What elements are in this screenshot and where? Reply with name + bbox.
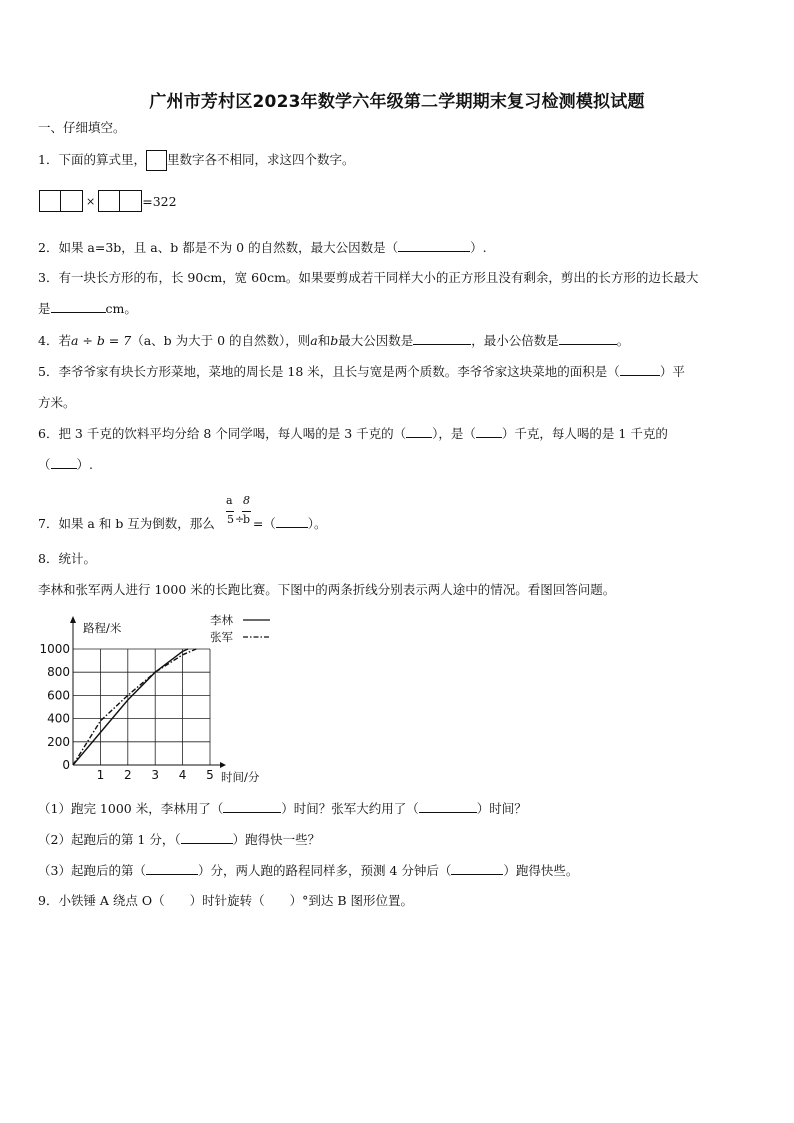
q1-result: =322: [142, 193, 177, 209]
q4-lcm: ，最小公倍数是: [471, 333, 559, 348]
q4-end: 。: [616, 333, 630, 348]
question-6-cont: [38, 457, 93, 473]
q1-equation: [39, 190, 177, 212]
x-tick-label: 4: [178, 768, 187, 782]
y-tick-label: 1000: [39, 642, 70, 656]
answer-blank[interactable]: [276, 516, 308, 528]
x-tick-label: 2: [123, 768, 132, 782]
q5-pre: 5．李爷爷家有块长方形菜地，菜地的周长是 18 米，且长与宽是两个质数。李爷爷家这块菜地的面积是（: [38, 364, 620, 379]
x-axis-label: 时间/分: [221, 770, 260, 784]
x-tick-label: 5: [206, 768, 214, 782]
answer-blank[interactable]: [451, 863, 503, 875]
digit-box[interactable]: [98, 190, 120, 212]
q7-eq: =（: [252, 516, 276, 531]
digit-box[interactable]: [120, 190, 142, 212]
q7-end: ）。: [307, 516, 327, 531]
answer-blank[interactable]: [419, 801, 477, 813]
answer-blank[interactable]: [476, 426, 502, 438]
question-8-sub-1: [38, 801, 527, 817]
q4-var-b: b: [330, 333, 339, 348]
answer-blank[interactable]: [146, 863, 198, 875]
q7-fraction-1-numerator: a: [226, 494, 233, 507]
q4-var-a: a: [310, 333, 318, 348]
q8-2b: ）跑得快一些？: [232, 832, 321, 847]
page-title: 广州市芳村区2023年数学六年级第二学期期末复习检测模拟试题: [149, 92, 645, 112]
x-tick-label: 3: [151, 768, 160, 782]
q8-1b: ）时间？张军大约用了（: [281, 801, 419, 816]
q4-expression: a ÷ b = 7: [70, 333, 132, 348]
question-5: [38, 364, 685, 380]
y-tick-label: 0: [62, 758, 70, 772]
q8-2a: （2）起跑后的第 1 分，（: [38, 832, 181, 847]
fraction-bar: [242, 511, 251, 512]
answer-blank[interactable]: [413, 333, 471, 345]
q4-mid: （a、b 为大于 0 的自然数），则: [131, 333, 311, 348]
series-line-1: [73, 649, 188, 765]
q7-fraction-2-numerator: 8: [243, 494, 250, 507]
question-3-cont: [38, 301, 137, 317]
q8-3a: （3）起跑后的第（: [38, 863, 146, 878]
q7-fraction-1-denominator: 5: [227, 513, 234, 526]
times-sign: ×: [86, 194, 96, 208]
y-axis-arrow: [70, 616, 76, 623]
q3-pre: 是: [38, 301, 51, 316]
question-4: [38, 333, 629, 349]
question-6: [38, 426, 668, 442]
y-tick-label: 800: [47, 665, 70, 680]
q8-1a: （1）跑完 1000 米，李林用了（: [38, 801, 224, 816]
q4-and: 和: [317, 333, 331, 348]
q4-pre: 4．若: [38, 333, 71, 348]
question-8-sub-3: [38, 863, 578, 879]
distance-time-chart: [38, 612, 278, 787]
answer-blank[interactable]: [51, 301, 106, 313]
question-9: 9．小铁锤 A 绕点 O（ ）时针旋转（ ）°到达 B 图形位置。: [38, 893, 414, 908]
q7-divide: ÷: [235, 513, 245, 526]
q7-fraction-2-denominator: b: [243, 513, 251, 526]
q4-gcd: 最大公因数是: [338, 333, 414, 348]
y-axis-label: 路程/米: [83, 621, 122, 635]
series-line-2: [73, 649, 196, 765]
legend-label: 李林: [210, 613, 233, 627]
x-axis-arrow: [220, 762, 226, 768]
question-8-sub-2: [38, 832, 320, 848]
question-5-cont: 方米。: [38, 395, 76, 410]
answer-blank[interactable]: [223, 801, 281, 813]
q2-text: 2．如果 a=3b，且 a、b 都是不为 0 的自然数，最大公因数是（: [38, 240, 399, 255]
x-tick-label: 1: [96, 768, 105, 782]
y-tick-label: 600: [47, 688, 70, 703]
q5-post: ）平: [659, 364, 685, 379]
q6-e: ）.: [76, 457, 93, 472]
question-3: 3．有一块长方形的布，长 90cm，宽 60cm。如果要剪成若干同样大小的正方形且没有剩余，剪出的长方形的边长最大: [38, 270, 699, 285]
answer-blank[interactable]: [559, 333, 617, 345]
y-tick-label: 200: [47, 734, 70, 749]
q6-a: 6．把 3 千克的饮料平均分给 8 个同学喝，每人喝的是 3 千克的（: [38, 426, 407, 441]
section-heading: 一、仔细填空。: [38, 120, 126, 135]
digit-box[interactable]: [61, 190, 83, 212]
q3-post: cm。: [105, 301, 137, 316]
answer-blank[interactable]: [406, 426, 432, 438]
question-2: [38, 240, 487, 256]
q8-1c: ）时间？: [476, 801, 527, 816]
question-8: 8．统计。: [38, 551, 96, 566]
question-8-intro: 李林和张军两人进行 1000 米的长跑比赛。下图中的两条折线分别表示两人途中的情况。看图回答问题。: [38, 582, 616, 597]
question-7: [38, 516, 327, 532]
answer-blank[interactable]: [181, 832, 233, 844]
q1-inline-box: [146, 150, 167, 171]
legend-label: 张军: [210, 630, 233, 644]
q1-suffix: 里数字各不相同，求这四个数字。: [166, 152, 355, 167]
q8-3c: ）跑得快些。: [503, 863, 579, 878]
y-tick-label: 400: [47, 711, 70, 726]
q2-end: ）.: [470, 240, 487, 255]
q6-d: （: [38, 457, 51, 472]
fraction-bar: [226, 511, 234, 512]
q7-pre: 7．如果 a 和 b 互为倒数，那么: [38, 516, 215, 531]
answer-blank[interactable]: [398, 240, 470, 252]
q1-prefix: 1．下面的算式里，: [38, 152, 146, 167]
q6-c: ）千克，每人喝的是 1 千克的: [501, 426, 668, 441]
q8-3b: ）分，两人跑的路程同样多，预测 4 分钟后（: [197, 863, 452, 878]
q6-b: ），是（: [432, 426, 476, 441]
answer-blank[interactable]: [620, 364, 660, 376]
answer-blank[interactable]: [51, 457, 77, 469]
question-1: [38, 150, 354, 171]
digit-box[interactable]: [39, 190, 61, 212]
